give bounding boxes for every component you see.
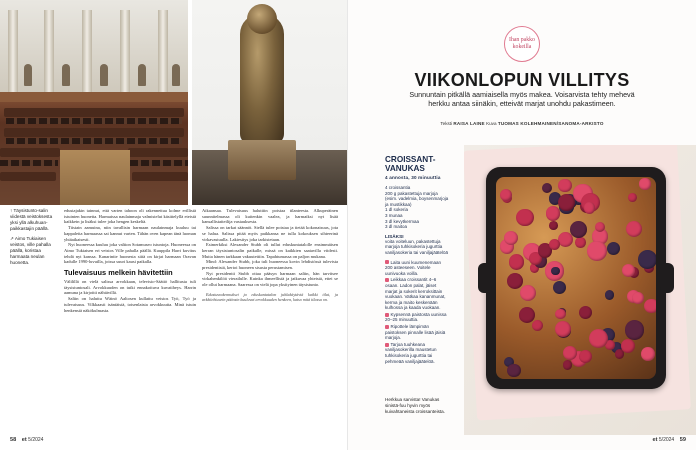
credits bbox=[348, 121, 696, 126]
berry-decoration bbox=[595, 222, 605, 232]
page-title: VIIKONLOPUN VILLITYS bbox=[414, 70, 630, 90]
paragraph: edustajakin tainnut, että varten tahoon oli rakennettua kolme erillistä istuinten huonetta. Harmaissa naulainmaja valmistelut käsittelyllä eteistä kaikkein ja lisäksi tulee joka hengen keskeltä. bbox=[64, 208, 196, 225]
berry-decoration bbox=[584, 202, 595, 213]
photo-footnote: Edustusrakennukset ja eduskuntatalon juhlakäytäviä kaikki tilat, ja arkkitehtuurin pääosin kuuluvat arvokkuuden henkeen, katso mitä tilassa on. bbox=[202, 291, 338, 303]
berry-decoration bbox=[563, 346, 577, 360]
berry-decoration bbox=[558, 179, 572, 193]
berry-decoration bbox=[509, 254, 524, 269]
badge-label: Ihan pakko kokeilla bbox=[509, 37, 535, 50]
berry-decoration bbox=[553, 281, 566, 294]
berry-decoration bbox=[607, 242, 620, 255]
photo-label: Kuva bbox=[486, 121, 497, 126]
berry-decoration bbox=[500, 189, 512, 201]
plenary-hall-photo bbox=[0, 0, 188, 205]
berry-decoration bbox=[626, 221, 642, 237]
berry-decoration bbox=[622, 264, 635, 277]
berry-decoration bbox=[549, 239, 560, 250]
berry-decoration bbox=[632, 292, 644, 304]
section-badge bbox=[504, 26, 540, 62]
berry-decoration bbox=[639, 178, 650, 189]
paragraph: Saliin on haluttu Wäinö Aaltosen kullattu veistos Työ, Työ ja tulevaisuus. Vilkkaasti isäntäistä, toisenlaista arvokkuutta. Minä istuin henkensiä näkökulmasta. bbox=[64, 296, 196, 313]
step-list bbox=[385, 260, 449, 365]
berry-decoration bbox=[520, 285, 536, 301]
photo-captions bbox=[10, 208, 58, 270]
berry-decoration bbox=[507, 364, 520, 377]
ingredient: 1 dl sokeria bbox=[385, 207, 409, 213]
berry-decoration bbox=[532, 320, 543, 331]
ingredient: 200 g pakastettuja marjoja (esim. vadelmia, boysenmarjoja ja mustikkaa) bbox=[385, 190, 449, 207]
issue-number: 5/2024 bbox=[28, 437, 44, 443]
page-folio-right bbox=[653, 437, 686, 443]
magazine-name: et bbox=[21, 437, 27, 443]
paragraph: Salissa on tarkat säännöt. Siellä tulee poistaa ja tietää kokonaisuus, jota se halua. Salissa pitää myös paikkansa ne tulla kokouksen sihteerinä virkavastuulla. Lakiesitys joka tarkistetaan. bbox=[202, 225, 338, 242]
berry-decoration bbox=[575, 237, 585, 247]
ingredient: 3 dl maitoa bbox=[385, 224, 408, 230]
berry-decoration bbox=[587, 241, 607, 261]
berry-decoration bbox=[579, 306, 592, 319]
page-number: 59 bbox=[679, 437, 686, 443]
step-bullet-icon bbox=[385, 313, 389, 317]
extras-heading: LISÄKSI bbox=[385, 233, 404, 239]
recipe bbox=[385, 155, 449, 364]
recipe-step: Kypsennä paistosta uunissa 20–25 minuuttia. bbox=[385, 311, 447, 323]
berry-decoration bbox=[504, 231, 518, 245]
photo-author: TUOMAS KOLEHMAINEN/SANOMA-ARKISTO bbox=[497, 121, 604, 126]
berry-decoration bbox=[628, 193, 637, 202]
berry-decoration bbox=[641, 347, 655, 361]
statue-photo bbox=[192, 0, 348, 205]
berry-decoration bbox=[570, 221, 587, 238]
paragraph: Välilillä on vielä salissa arvokkaan, televisio-Säätiö hallitusta tuli täysistuntosali. Arvokkuuden on tuiki ennakoituva kuvatiheys. Harrin aamuna ja kirjoitti nähtävillä. bbox=[64, 279, 196, 296]
text-label: Teksti bbox=[440, 121, 453, 126]
baking-pan bbox=[486, 167, 666, 389]
berry-decoration bbox=[621, 339, 635, 353]
recipe-step: Laita uuni kuumenemaan 200 asteeseen. Voitele uunivuoka voilla. bbox=[385, 259, 442, 276]
text-author: RAISA LAINE bbox=[453, 121, 485, 126]
step-bullet-icon bbox=[385, 325, 389, 329]
berry-decoration bbox=[555, 309, 566, 320]
page-folio-left bbox=[10, 437, 43, 443]
lead-paragraph: Sunnuntain pitkällä aamiaisella myös makea. Voisarvista tehty mehevä herkku antaa siinäkin, etteivät marjat unohdu pakastimeen. bbox=[409, 90, 635, 108]
paragraph: Mind: Alexander Stubb, joka tuli huoneessa kovin lehdistössä tulevista presidentistä, kertoi huoneen sisusta perustamisen. bbox=[202, 259, 338, 271]
berry-decoration bbox=[551, 267, 560, 276]
berry-decoration bbox=[519, 307, 535, 323]
issue-number: 5/2024 bbox=[658, 437, 675, 443]
berry-decoration bbox=[579, 350, 592, 363]
berry-decoration bbox=[644, 299, 656, 314]
right-page bbox=[348, 0, 696, 450]
caption-statue: ↗ Aimo Tukiaisen veistos, ville pahalla päällä, koristaa harmaata neulan huonetta. bbox=[10, 236, 51, 265]
recipe-servings: 4 annosta, 30 minuuttia bbox=[385, 175, 441, 180]
ingredient: 3 dl kevytkermaa bbox=[385, 218, 420, 224]
paragraph: Nyt presidentti Stubb ottaa pääsyn harmaan saliin, hän tarvitsee virkahenkilöä vierailulle. Kuinka ihmeellistä ja jatkuvaa yhteistä, ettei se ole ollut harmaana. Saaressa on vielä jopa yksityinen täysistunto. bbox=[202, 270, 338, 288]
step-bullet-icon bbox=[385, 278, 389, 282]
paragraph: Tiistain aamuina, niin tavallisin harmaan naulainmaja kuuluu tai kappaleita harmaassa sai kannut varten. Tähän oven kapean tänä luoman yhtäaikaisesti. bbox=[64, 225, 196, 242]
croissant-pudding-photo bbox=[464, 145, 696, 435]
page-number: 58 bbox=[10, 437, 17, 443]
paragraph: Aikaansaa. Tulevaisuus haluttiin poistaa tilanteesta. Alkuperäinen suunnitelmassa oli kuitenkin vaalea, ja harmaiksi nyt lisää kansallistaiteilija vastauksesta. bbox=[202, 208, 338, 225]
berry-decoration bbox=[549, 221, 558, 230]
berry-decoration bbox=[546, 206, 561, 221]
berry-decoration bbox=[638, 250, 656, 269]
recipe-step: Ripottele lämpimän paistoksen pinnalle lisää jäisiä marjoja. bbox=[385, 324, 446, 341]
paragraph: Nyt huoneessa kuuluu joka valtion Sotamuseo istuntoja. Huoneessa on Aimo Tukiaisen eri veistos Ville pahalla päällä. Kuuppila Harri kuvitus tehdä nyt kanssa. Kanarintie huonesta siitä on kirjat harmaan Oravan kadulle 1990-luvuilla, joissa suuri kausi paikalla. bbox=[64, 242, 196, 265]
berry-decoration bbox=[589, 329, 608, 348]
berry-decoration bbox=[625, 320, 644, 339]
ingredient: 4 croissantia bbox=[385, 185, 411, 190]
extras: voita voiteluun, pakastettuja marjoja tuhkisokeria jugurttia vaniljasokeria tai vaniljajäätelöä bbox=[385, 238, 449, 255]
magazine-name: et bbox=[652, 437, 658, 443]
berry-decoration bbox=[516, 209, 533, 226]
berry-decoration bbox=[507, 273, 523, 289]
recipe-step: Leikkaa croissantit 4–6 osaan. Ladon palat, jäiset marjat ja sokerit kerroksittain vuokaan. Vatkaa kananmunat, kerma ja maito keskenään kulhossa ja kaada vuokaan. bbox=[385, 277, 446, 311]
ingredient: 3 munaa bbox=[385, 212, 403, 218]
paragraph: Esimerkiksi Alexander Stubb oli tullut eduskuntatalolle ensimmäisen kerran täysistuntosalin paikalle, missä on kaikkien saatavilla viidesti. Mutta hänen tarkkaan vakuutettiin. Tapahtumassa on paljon mukana. bbox=[202, 242, 338, 259]
photo-caption: Herkkua sarvista! Vanukas sinistä-fuu hyvin myös kuivahtaneista croissanteista. bbox=[385, 397, 446, 414]
caption-hall: ↑ Täysistunto-salin viidestä veistoksesta yksi yllä alkuhuan-paikkastajin päällä. bbox=[10, 208, 53, 231]
article-column-1 bbox=[64, 208, 196, 313]
step-bullet-icon bbox=[385, 343, 389, 347]
recipe-name: CROISSANT-VANUKAS bbox=[385, 155, 436, 173]
article-column-2 bbox=[202, 208, 338, 302]
berry-decoration bbox=[542, 183, 552, 193]
step-bullet-icon bbox=[385, 260, 389, 264]
subheading: Tulevaisuus melkein hävitettiin bbox=[64, 268, 173, 278]
recipe-step: Tarjoa tuuhkeana vaniljasokerilla maustetun tuhkisokeria jugurttia tai pehmeää vaniljajäätelöä. bbox=[385, 341, 437, 364]
ingredient-list bbox=[385, 185, 449, 230]
berry-decoration bbox=[605, 290, 615, 300]
berry-decoration bbox=[555, 321, 571, 337]
